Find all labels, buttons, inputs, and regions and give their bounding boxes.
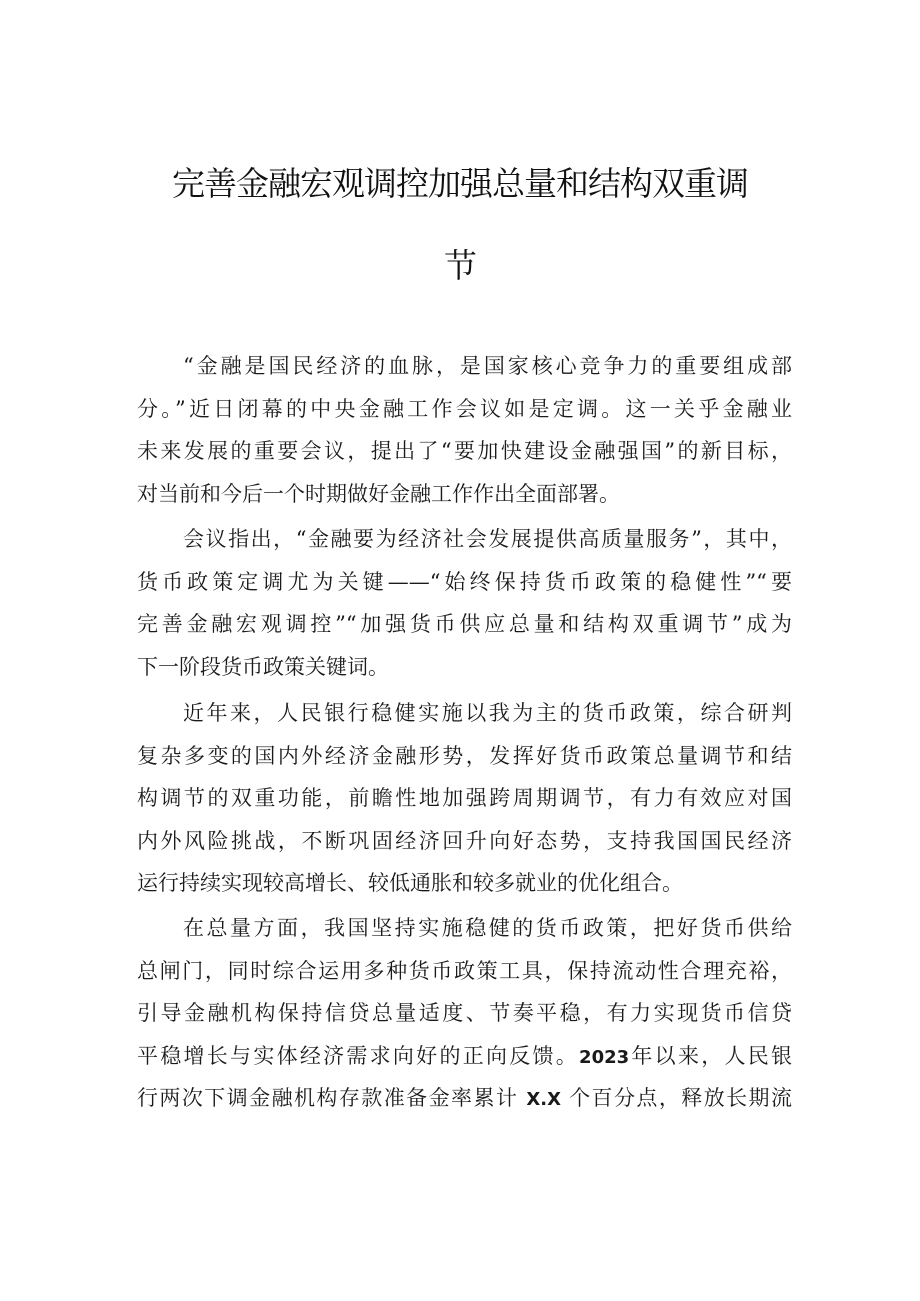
- text-line: “金融是国民经济的血脉，是国家核心竞争力的重要组成部: [183, 354, 792, 378]
- text-line: 构调节的双重功能，前瞻性地加强跨周期调节，有力有效应对国: [137, 786, 792, 811]
- year-number: 2023: [579, 1046, 630, 1068]
- text-line: 运行持续实现较高增长、较低通胀和较多就业的优化组合。: [137, 871, 683, 896]
- paragraph-3: [137, 692, 792, 905]
- text-line: 下一阶段货币政策关键词。: [137, 654, 389, 679]
- text-line: 货币政策定调尤为关键——“始终保持货币政策的稳健性”“要: [137, 569, 792, 594]
- paragraph-2: [137, 518, 792, 688]
- document-title-line-2: 节: [444, 246, 476, 285]
- text-line: 在总量方面，我国坚持实施稳健的货币政策，把好货币供给: [183, 916, 792, 940]
- document-title-line-1: 完善金融宏观调控加强总量和结构双重调: [172, 164, 748, 203]
- text-line: 复杂多变的国内外经济金融形势，发挥好货币政策总量调节和结: [137, 743, 792, 768]
- text-line: 分。”近日闭幕的中央金融工作会议如是定调。这一关乎金融业: [137, 396, 792, 421]
- text-line: 引导金融机构保持信贷总量适度、节奏平稳，有力实现货币信贷: [137, 1001, 792, 1026]
- text-segment: 个百分点，释放长期流: [569, 1086, 792, 1111]
- text-line: 总闸门，同时综合运用多种货币政策工具，保持流动性合理充裕，: [137, 958, 792, 983]
- text-line: 未来发展的重要会议，提出了“要加快建设金融强国”的新目标，: [137, 439, 792, 464]
- text-line: [137, 1035, 792, 1078]
- paragraph-1: [137, 345, 792, 515]
- text-segment: 行两次下调金融机构存款准备金率累计: [137, 1086, 519, 1111]
- text-segment: 平稳增长与实体经济需求向好的正向反馈。: [137, 1043, 580, 1068]
- text-line: 完善金融宏观调控”“加强货币供应总量和结构双重调节”成为: [137, 612, 792, 637]
- text-line: 近年来，人民银行稳健实施以我为主的货币政策，综合研判: [183, 701, 792, 725]
- rate-value: X.X: [526, 1089, 562, 1111]
- text-line: [137, 1077, 792, 1120]
- text-line: 内外风险挑战，不断巩固经济回升向好态势，支持我国国民经济: [137, 828, 792, 853]
- text-line: 会议指出，“金融要为经济社会发展提供高质量服务”，其中，: [183, 527, 792, 551]
- text-segment: 年以来，人民银: [629, 1043, 792, 1068]
- paragraph-4: [137, 907, 792, 1120]
- text-line: 对当前和今后一个时期做好金融工作作出全面部署。: [137, 481, 620, 506]
